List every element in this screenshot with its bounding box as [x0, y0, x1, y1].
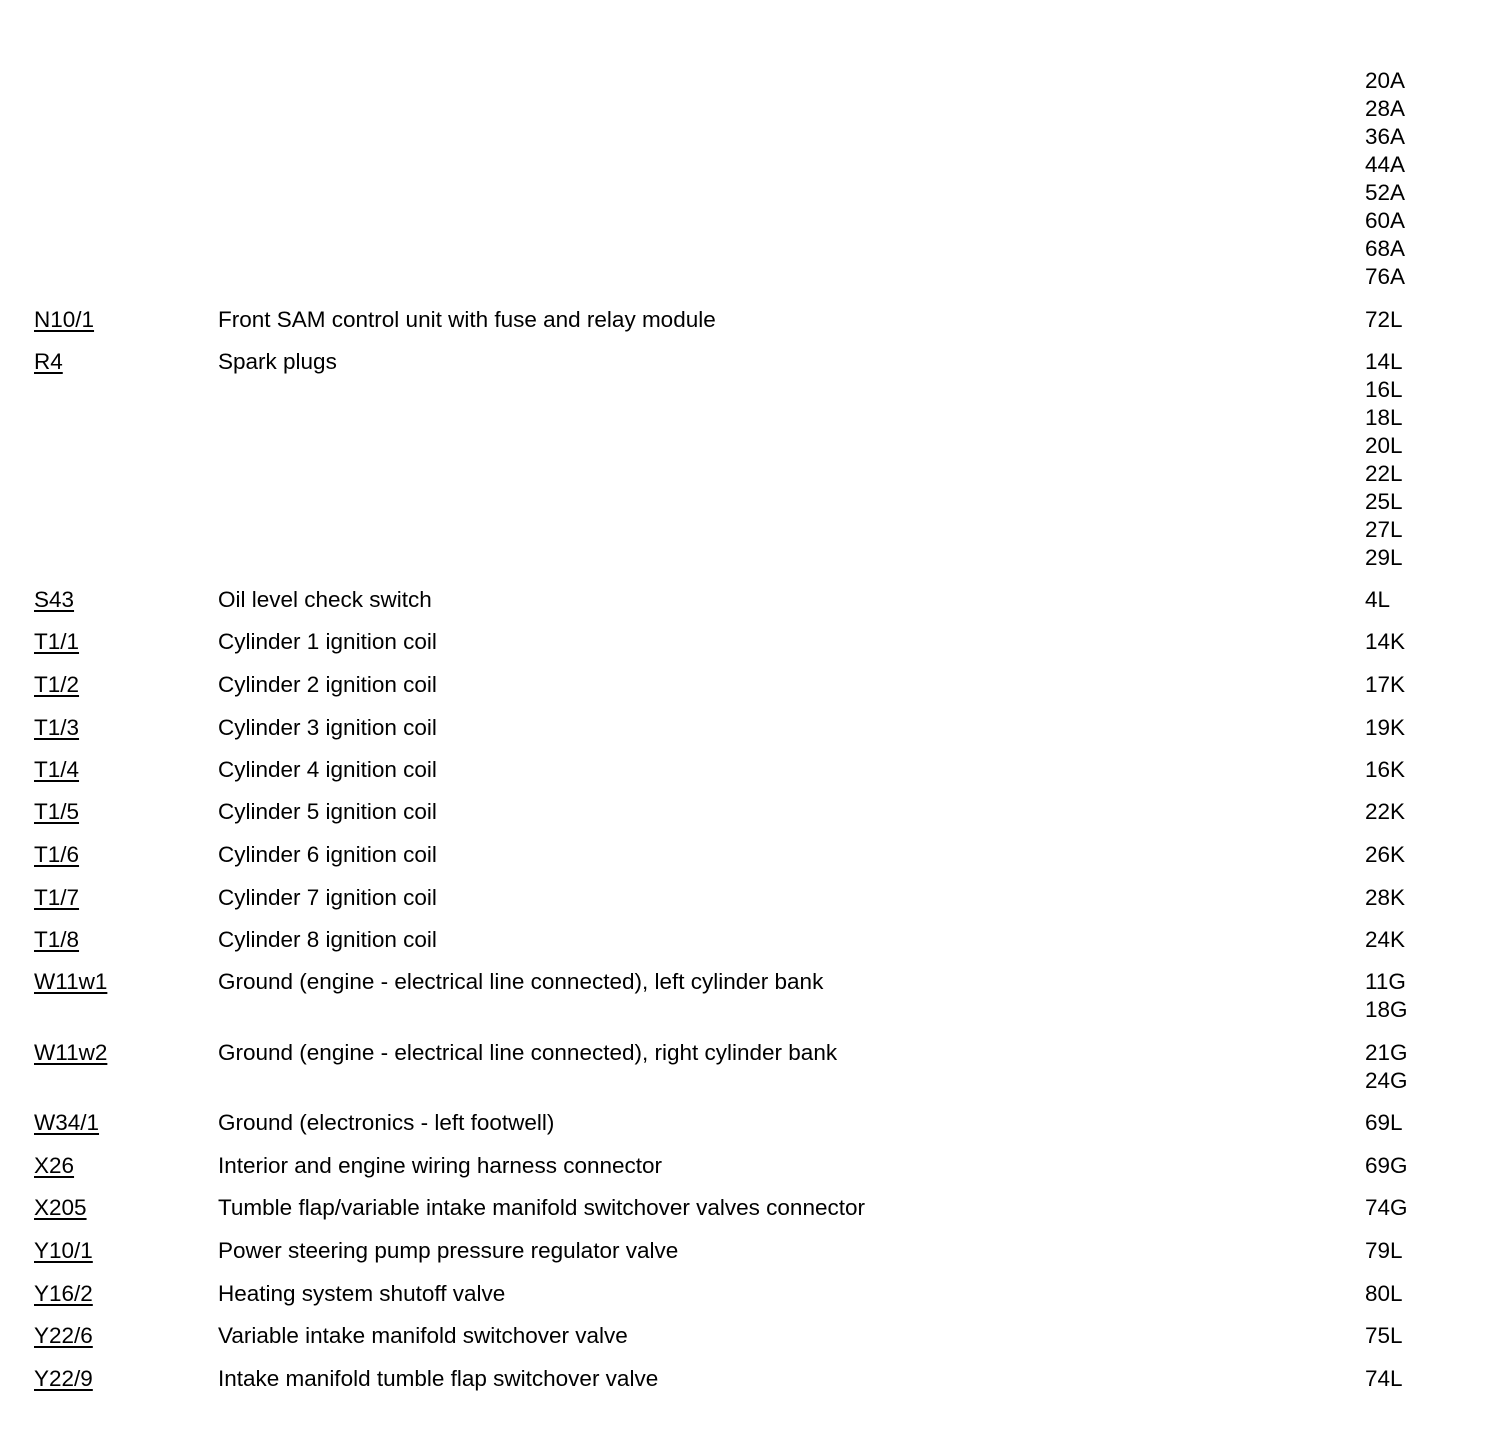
- component-description: Intake manifold tumble flap switchover valve: [218, 1366, 659, 1391]
- grid-reference: 22L: [1365, 461, 1403, 486]
- component-description: Cylinder 6 ignition coil: [218, 842, 437, 867]
- grid-reference-list: [1365, 1322, 1403, 1350]
- component-description: Cylinder 5 ignition coil: [218, 799, 437, 824]
- component-description: Interior and engine wiring harness connector: [218, 1153, 663, 1178]
- component-code-link[interactable]: T1/4: [34, 757, 80, 782]
- component-description: Cylinder 3 ignition coil: [218, 715, 437, 740]
- component-code-link[interactable]: T1/1: [34, 629, 80, 654]
- component-description: Cylinder 7 ignition coil: [218, 885, 437, 910]
- grid-reference-list: [1365, 756, 1405, 784]
- grid-reference-list: [1365, 841, 1405, 869]
- component-description: Oil level check switch: [218, 587, 432, 612]
- grid-reference-list: [1365, 348, 1403, 572]
- grid-reference: 72L: [1365, 307, 1403, 332]
- grid-reference: 22K: [1365, 799, 1406, 824]
- grid-reference: 26K: [1365, 842, 1406, 867]
- grid-reference: 16K: [1365, 757, 1406, 782]
- component-description: Power steering pump pressure regulator valve: [218, 1238, 679, 1263]
- component-code-link[interactable]: T1/3: [34, 715, 80, 740]
- grid-reference-list: [1365, 968, 1408, 1024]
- grid-reference: 17K: [1365, 672, 1406, 697]
- grid-reference: 20L: [1365, 433, 1403, 458]
- grid-reference-list: [1365, 1280, 1403, 1308]
- grid-reference-list: [1365, 1237, 1403, 1265]
- component-code-link[interactable]: Y10/1: [34, 1238, 93, 1263]
- grid-reference: 4L: [1365, 587, 1391, 612]
- component-code-link[interactable]: X205: [34, 1195, 87, 1220]
- grid-reference: 19K: [1365, 715, 1406, 740]
- grid-reference: 68A: [1365, 236, 1406, 261]
- grid-reference: 80L: [1365, 1281, 1403, 1306]
- component-code-link[interactable]: T1/2: [34, 672, 80, 697]
- component-description: Cylinder 1 ignition coil: [218, 629, 437, 654]
- grid-reference: 74G: [1365, 1195, 1408, 1220]
- grid-reference: 14L: [1365, 349, 1403, 374]
- component-description: Cylinder 8 ignition coil: [218, 927, 437, 952]
- grid-reference-list: [1365, 67, 1405, 291]
- component-code-link[interactable]: Y16/2: [34, 1281, 93, 1306]
- grid-reference: 21G: [1365, 1040, 1408, 1065]
- grid-reference-list: [1365, 884, 1405, 912]
- component-code-link[interactable]: W34/1: [34, 1110, 100, 1135]
- component-code-link[interactable]: Y22/9: [34, 1366, 93, 1391]
- component-description: Tumble flap/variable intake manifold switchover valves connector: [218, 1195, 865, 1220]
- grid-reference-list: [1365, 306, 1403, 334]
- grid-reference: 11G: [1365, 969, 1406, 994]
- component-code-link[interactable]: W11w1: [34, 969, 108, 994]
- grid-reference: 27L: [1365, 517, 1403, 542]
- component-code-link[interactable]: T1/6: [34, 842, 80, 867]
- grid-reference: 24K: [1365, 927, 1406, 952]
- grid-reference-list: [1365, 1194, 1408, 1222]
- grid-reference: 24G: [1365, 1068, 1408, 1093]
- grid-reference: 75L: [1365, 1323, 1403, 1348]
- component-description: Heating system shutoff valve: [218, 1281, 506, 1306]
- grid-reference: 29L: [1365, 545, 1403, 570]
- grid-reference: 79L: [1365, 1238, 1403, 1263]
- component-description: Cylinder 2 ignition coil: [218, 672, 437, 697]
- grid-reference-list: [1365, 628, 1405, 656]
- component-code-link[interactable]: X26: [34, 1153, 75, 1178]
- grid-reference-list: [1365, 1365, 1403, 1393]
- grid-reference-list: [1365, 1109, 1403, 1137]
- component-code-link[interactable]: W11w2: [34, 1040, 108, 1065]
- component-code-link[interactable]: N10/1: [34, 307, 95, 332]
- grid-reference-list: [1365, 671, 1405, 699]
- component-code-link[interactable]: T1/8: [34, 927, 80, 952]
- grid-reference: 25L: [1365, 489, 1403, 514]
- component-code-link[interactable]: R4: [34, 349, 63, 374]
- grid-reference: 14K: [1365, 629, 1406, 654]
- component-code-link[interactable]: Y22/6: [34, 1323, 93, 1348]
- grid-reference-list: [1365, 798, 1405, 826]
- component-description: Spark plugs: [218, 349, 337, 374]
- grid-reference: 18L: [1365, 405, 1403, 430]
- component-description: Ground (engine - electrical line connected), right cylinder bank: [218, 1040, 838, 1065]
- component-code-link[interactable]: T1/5: [34, 799, 80, 824]
- component-description: Ground (electronics - left footwell): [218, 1110, 555, 1135]
- grid-reference-list: [1365, 714, 1405, 742]
- grid-reference: 28A: [1365, 96, 1406, 121]
- grid-reference: 28K: [1365, 885, 1406, 910]
- component-description: Cylinder 4 ignition coil: [218, 757, 437, 782]
- component-description: Variable intake manifold switchover valve: [218, 1323, 628, 1348]
- grid-reference: 20A: [1365, 68, 1406, 93]
- grid-reference: 36A: [1365, 124, 1406, 149]
- grid-reference: 60A: [1365, 208, 1406, 233]
- grid-reference-list: [1365, 1039, 1408, 1095]
- grid-reference: 44A: [1365, 152, 1406, 177]
- grid-reference: 69L: [1365, 1110, 1403, 1135]
- grid-reference: 16L: [1365, 377, 1403, 402]
- component-description: Front SAM control unit with fuse and relay module: [218, 307, 716, 332]
- grid-reference: 69G: [1365, 1153, 1408, 1178]
- grid-reference: 74L: [1365, 1366, 1403, 1391]
- grid-reference: 76A: [1365, 264, 1406, 289]
- grid-reference-list: [1365, 586, 1390, 614]
- component-description: Ground (engine - electrical line connected), left cylinder bank: [218, 969, 824, 994]
- grid-reference: 18G: [1365, 997, 1408, 1022]
- grid-reference: 52A: [1365, 180, 1406, 205]
- component-code-link[interactable]: T1/7: [34, 885, 80, 910]
- grid-reference-list: [1365, 926, 1405, 954]
- component-code-link[interactable]: S43: [34, 587, 75, 612]
- grid-reference-list: [1365, 1152, 1408, 1180]
